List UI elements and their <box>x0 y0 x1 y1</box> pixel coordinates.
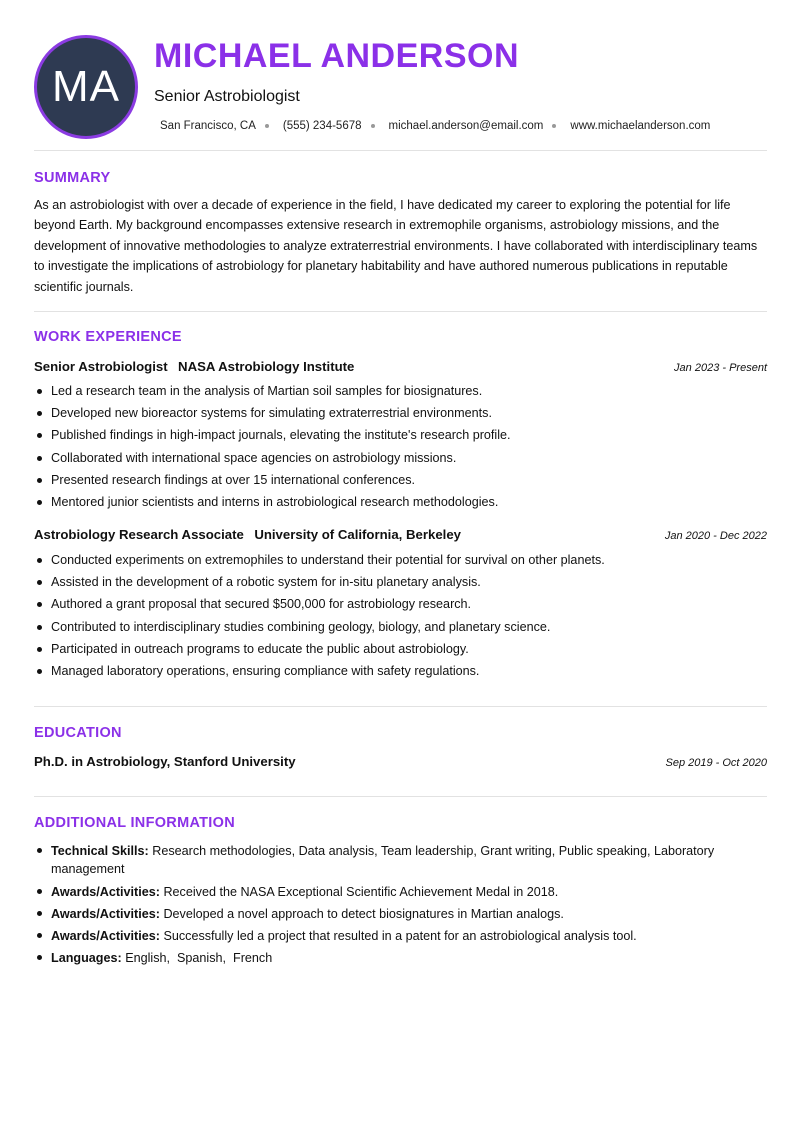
section-divider <box>34 150 767 151</box>
summary-heading: SUMMARY <box>34 170 111 186</box>
separator-dot-icon <box>371 124 375 128</box>
additional-heading: ADDITIONAL INFORMATION <box>34 815 235 831</box>
job-dates: Jan 2023 - Present <box>674 362 767 374</box>
list-item: Published findings in high-impact journals, elevating the institute's research profile. <box>34 427 767 444</box>
candidate-name: MICHAEL ANDERSON <box>154 37 520 75</box>
job-header <box>34 358 767 376</box>
list-item <box>34 905 767 923</box>
candidate-title: Senior Astrobiologist <box>154 88 300 105</box>
item-label: Technical Skills: <box>51 844 149 858</box>
contact-bar <box>160 120 710 132</box>
education-entry <box>34 754 767 769</box>
summary-text: As an astrobiologist with over a decade of experience in the field, I have dedicated my career to exploring the potential for life beyond Earth. My background encompasses extensive research in extremophile organisms, astrobiology missions, and the development of innovative methodologies to analyze extraterrestrial environments. I have collaborated with interdisciplinary teams to investigate the implications of astrobiology for planetary habitability and have authored numerous publications in reputable scientific journals. <box>34 198 758 294</box>
experience-heading: WORK EXPERIENCE <box>34 329 182 345</box>
item-text: Successfully led a project that resulted in a patent for an astrobiological analysis tool. <box>163 929 637 944</box>
job-dates: Jan 2020 - Dec 2022 <box>664 530 767 542</box>
avatar <box>34 35 138 139</box>
avatar-initials: MA <box>52 62 120 111</box>
section-divider <box>34 706 767 707</box>
job-organization: NASA Astrobiology Institute <box>178 359 355 374</box>
resume-header <box>0 0 800 150</box>
job-role: Senior Astrobiologist <box>34 359 168 374</box>
contact-email-text: michael.anderson@email.com <box>388 120 544 132</box>
item-text: Received the NASA Exceptional Scientific Achievement Medal in 2018. <box>163 884 559 899</box>
section-divider <box>34 311 767 312</box>
item-text: Developed a novel approach to detect biosignatures in Martian analogs. <box>163 906 564 921</box>
job-role: Astrobiology Research Associate <box>34 527 244 542</box>
education-dates: Sep 2019 - Oct 2020 <box>665 757 767 769</box>
item-text: English, Spanish, French <box>125 951 273 966</box>
list-item <box>34 883 767 901</box>
contact-location <box>160 120 283 132</box>
additional-list <box>34 842 767 971</box>
list-item: Developed new bioreactor systems for simulating extraterrestrial environments. <box>34 405 767 422</box>
list-item: Presented research findings at over 15 international conferences. <box>34 472 767 489</box>
list-item: Authored a grant proposal that secured $500,000 for astrobiology research. <box>34 596 767 613</box>
list-item: Collaborated with international space agencies on astrobiology missions. <box>34 450 767 467</box>
list-item: Contributed to interdisciplinary studies combining geology, biology, and planetary science. <box>34 619 767 636</box>
contact-website <box>570 120 710 132</box>
list-item: Assisted in the development of a robotic system for in-situ planetary analysis. <box>34 574 767 591</box>
education-degree: Ph.D. in Astrobiology, Stanford University <box>34 754 296 769</box>
list-item <box>34 842 767 879</box>
list-item: Mentored junior scientists and interns in astrobiological research methodologies. <box>34 494 767 511</box>
item-label: Languages: <box>51 951 122 966</box>
item-label: Awards/Activities: <box>51 906 160 921</box>
education-heading: EDUCATION <box>34 725 122 741</box>
job-bullets <box>34 552 767 685</box>
job-organization: University of California, Berkeley <box>254 527 461 542</box>
separator-dot-icon <box>265 124 269 128</box>
job-header <box>34 526 767 544</box>
item-label: Awards/Activities: <box>51 929 160 944</box>
contact-location-text: San Francisco, CA <box>160 120 256 132</box>
contact-phone <box>283 120 389 132</box>
list-item: Participated in outreach programs to educate the public about astrobiology. <box>34 641 767 658</box>
section-divider <box>34 796 767 797</box>
list-item: Led a research team in the analysis of Martian soil samples for biosignatures. <box>34 383 767 400</box>
item-text: Research methodologies, Data analysis, Team leadership, Grant writing, Public speaking, Laboratory management <box>51 844 715 877</box>
contact-website-text: www.michaelanderson.com <box>570 120 711 132</box>
list-item <box>34 949 767 967</box>
list-item: Conducted experiments on extremophiles to understand their potential for survival on other planets. <box>34 552 767 569</box>
list-item: Managed laboratory operations, ensuring compliance with safety regulations. <box>34 663 767 680</box>
contact-email <box>389 120 571 132</box>
separator-dot-icon <box>552 124 556 128</box>
item-label: Awards/Activities: <box>51 884 160 899</box>
list-item <box>34 927 767 945</box>
contact-phone-text: (555) 234-5678 <box>282 120 362 132</box>
job-bullets <box>34 383 767 516</box>
